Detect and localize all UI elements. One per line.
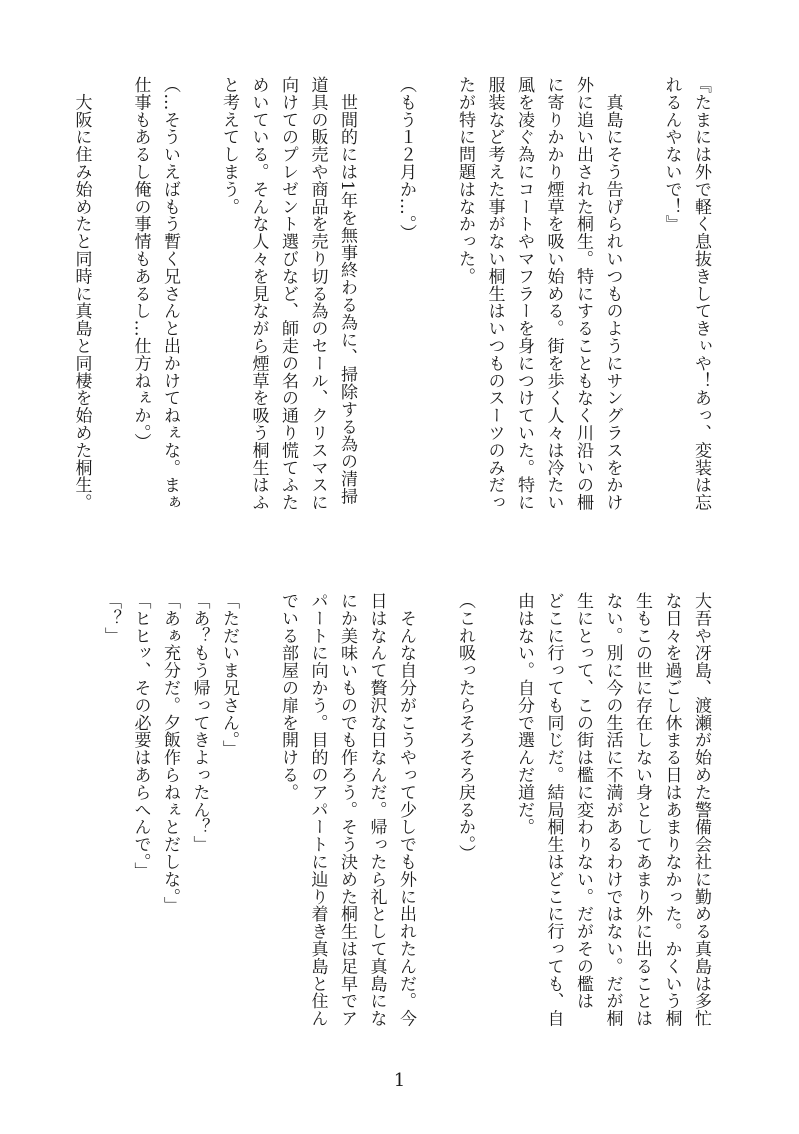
text-line: 外に追い出された桐生。特にすることもなく川沿いの柵: [573, 76, 593, 511]
blank-line: [420, 76, 450, 546]
text-line: 「？」: [101, 592, 121, 645]
blank-line: [184, 76, 214, 546]
text-line: パートに向かう。目的のアパートに辿り着き真島と住ん: [307, 592, 328, 1027]
text-line: に寄りかかり煙草を吸い始める。街を歩く人々は冷たい: [543, 76, 564, 511]
text-line: な日々を過ごし休まる日はあまりなかった。かくいう桐: [661, 592, 682, 1027]
text-block-bottom: [80, 592, 715, 1062]
text-line: 大阪に住み始めたと同時に真島と同棲を始めた桐生。: [71, 76, 92, 511]
text-line: 道具の販売や商品を売り切る為のセール、クリスマスに: [307, 76, 328, 511]
blank-line: [420, 592, 450, 1062]
text-line: 仕事もあるし俺の事情もあるし…仕方ねぇか。）: [130, 76, 151, 451]
text-line: 向けてのプレゼント選びなど、師走の名の通り慌てふた: [278, 76, 298, 511]
text-line: と考えてしまう。: [219, 76, 239, 216]
text-line: 風を凌ぐ為にコートやマフラーを身につけていた。特に: [514, 76, 534, 511]
text-line: たが特に問題はなかった。: [455, 76, 475, 285]
text-line: そんな自分がこうやって少しでも外に出れたんだ。今: [396, 592, 416, 1027]
page-number: 1: [393, 1070, 406, 1091]
text-line: にか美味いものでも作ろう。そう決めた桐生は足早でア: [337, 592, 357, 1027]
text-line: 服装など考えた事がない桐生はいつものスーツのみだっ: [484, 76, 505, 511]
text-line: 日はなんて贅沢な日なんだ。帰ったら礼として真島にな: [366, 592, 387, 1027]
text-line: 生もこの世に存在しない身としてあまり外に出ることは: [632, 592, 652, 1027]
blank-line: [243, 592, 273, 1062]
text-line: 「ただいま兄さん。」: [219, 592, 239, 758]
text-line: 大吾や冴島、渡瀬が始めた警備会社に勤める真島は多忙: [691, 592, 711, 1027]
text-line: 世間的には1年を無事終わる為に、掃除する為の清掃: [337, 76, 357, 505]
text-line: 「あぁ充分だ。夕飯作らねぇとだしな。」: [160, 592, 180, 915]
blank-line: [627, 76, 657, 546]
text-line: れるんやないで！』: [661, 76, 682, 233]
text-line: 生にとって、この街は檻に変わりない。だがその檻は: [573, 592, 593, 1010]
text-block-top: [71, 76, 715, 546]
text-line: （…そういえばもう暫く兄さんと出かけてねぇな。まぁ: [160, 76, 180, 511]
blank-line: [96, 76, 126, 546]
text-line: 「あ？もう帰ってきよったん？」: [189, 592, 210, 853]
text-line: 由はない。自分で選んだ道だ。: [514, 592, 534, 836]
blank-line: [361, 76, 391, 546]
text-line: ない。別に今の生活に不満があるわけではない。だが桐: [602, 592, 623, 1027]
text-line: 『たまには外で軽く息抜きしてきぃや！あっ、変装は忘: [691, 76, 711, 511]
text-line: （もう１２月か…。）: [396, 76, 416, 242]
text-line: （これ吸ったらそろそろ戻るか。）: [455, 592, 475, 862]
text-line: どこに行っても同じだ。結局桐生はどこに行っても、自: [543, 592, 564, 1027]
text-line: めいている。そんな人々を見ながら煙草を吸う桐生はふ: [248, 76, 269, 511]
blank-line: [479, 592, 509, 1062]
text-line: 「ヒヒッ、その必要はあらへんで。」: [130, 592, 151, 880]
text-line: 真島にそう告げられいつものようにサングラスをかけ: [602, 76, 623, 511]
text-line: でいる部屋の扉を開ける。: [278, 592, 298, 801]
